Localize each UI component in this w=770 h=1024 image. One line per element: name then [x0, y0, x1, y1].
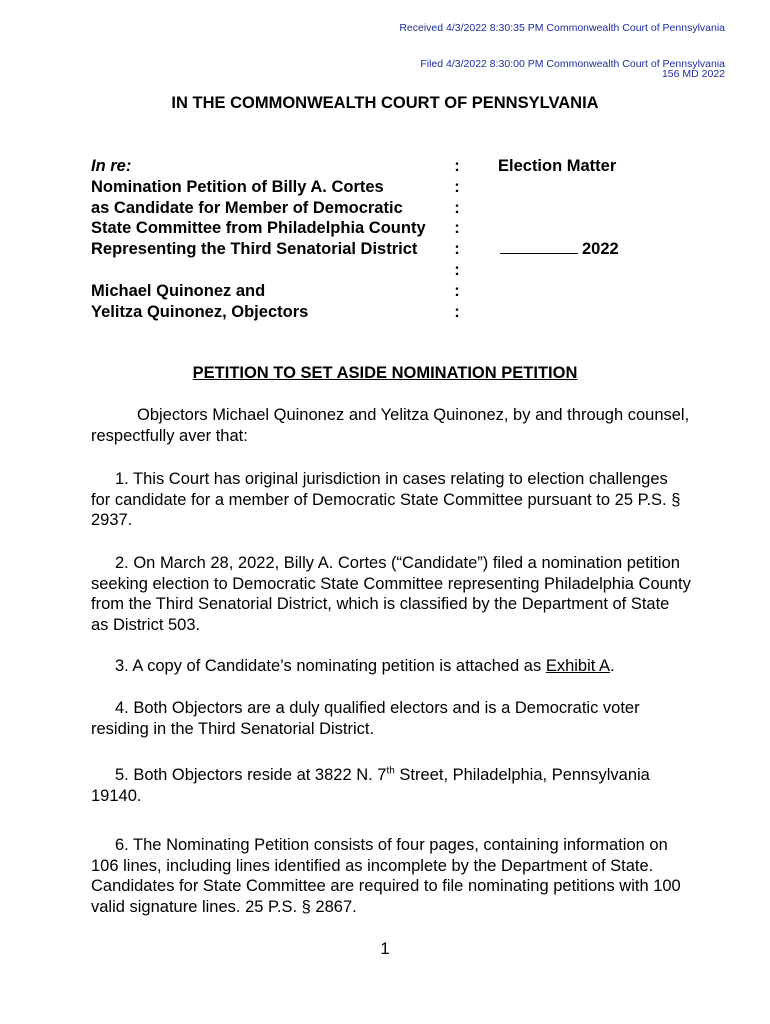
caption-line: Nomination Petition of Billy A. Cortes	[91, 177, 384, 196]
caption-line	[91, 260, 461, 281]
intro-paragraph	[91, 405, 691, 446]
caption-colon: :	[454, 177, 460, 196]
caption-colon: :	[454, 219, 460, 238]
caption-colon: :	[454, 240, 460, 259]
paragraph-6	[91, 835, 691, 917]
caption-matter	[498, 156, 648, 260]
caption-colon: :	[454, 302, 460, 321]
received-stamp	[399, 23, 725, 33]
caption-line: as Candidate for Member of Democratic	[91, 198, 403, 217]
paragraph-3	[91, 656, 691, 677]
docket-blank	[500, 239, 578, 254]
paragraph-6-text: 6. The Nominating Petition consists of four pages, containing information on 106 lines, including lines identified as incomplete by the Department of State. Candidates for State Committee are required to file nominating petitions with 100 valid signature lines. 25 P.S. § 2867.	[91, 836, 681, 916]
caption-colons	[451, 156, 463, 322]
exhibit-a-link[interactable]: Exhibit A	[545, 657, 611, 675]
paragraph-5-sup: th	[386, 765, 395, 777]
caption-colon: :	[454, 260, 460, 279]
paragraph-1-text: 1. This Court has original jurisdiction in cases relating to election challenges for candidate for a member of Democratic State Committee pursuant to 25 P.S. § 2937.	[91, 470, 681, 530]
court-title: IN THE COMMONWEALTH COURT OF PENNSYLVANIA	[171, 94, 599, 112]
caption-line: Yelitza Quinonez, Objectors	[91, 302, 309, 321]
caption-line: Representing the Third Senatorial District	[91, 240, 418, 259]
caption-colon: :	[454, 281, 460, 300]
page-number: 1	[380, 940, 390, 958]
caption-colon: :	[454, 198, 460, 217]
paragraph-5-text-b: Street, Philadelphia, Pennsylvania 19140.	[91, 766, 650, 805]
caption-parties	[91, 156, 461, 322]
election-matter-label: Election Matter	[498, 157, 617, 175]
filed-stamp	[420, 59, 725, 79]
paragraph-3-end: .	[610, 657, 615, 675]
caption-colon: :	[454, 157, 460, 175]
caption-line: In re:	[91, 157, 132, 175]
paragraph-1	[91, 469, 691, 531]
paragraph-5-text-a: 5. Both Objectors reside at 3822 N. 7	[115, 766, 387, 784]
paragraph-4-text: 4. Both Objectors are a duly qualified electors and is a Democratic voter residing in the Third Senatorial District.	[91, 699, 640, 738]
paragraph-2-text: 2. On March 28, 2022, Billy A. Cortes (“Candidate”) filed a nomination petition seeking election to Democratic State Committee representing Philadelphia County from the Third Senatorial District, which is classified by the Department of State as District 503.	[91, 554, 691, 634]
filed-stamp-text: Filed 4/3/2022 8:30:00 PM Commonwealth Court of Pennsylvania	[420, 58, 725, 70]
paragraph-4	[91, 698, 691, 739]
docket-year-line	[498, 239, 648, 260]
paragraph-2	[91, 553, 691, 635]
paragraph-5	[91, 765, 691, 806]
docket-number: 156 MD 2022	[661, 68, 725, 80]
paragraph-3-text: 3. A copy of Candidate’s nominating petition is attached as	[115, 657, 546, 675]
caption-line: Michael Quinonez and	[91, 281, 266, 300]
petition-title: PETITION TO SET ASIDE NOMINATION PETITION	[192, 364, 578, 382]
intro-text: Objectors Michael Quinonez and Yelitza Quinonez, by and through counsel, respectfully aver that:	[91, 406, 690, 445]
docket-year: 2022	[582, 240, 619, 259]
caption-line: State Committee from Philadelphia County	[91, 219, 426, 238]
received-stamp-text: Received 4/3/2022 8:30:35 PM Commonwealth Court of Pennsylvania	[399, 22, 725, 34]
